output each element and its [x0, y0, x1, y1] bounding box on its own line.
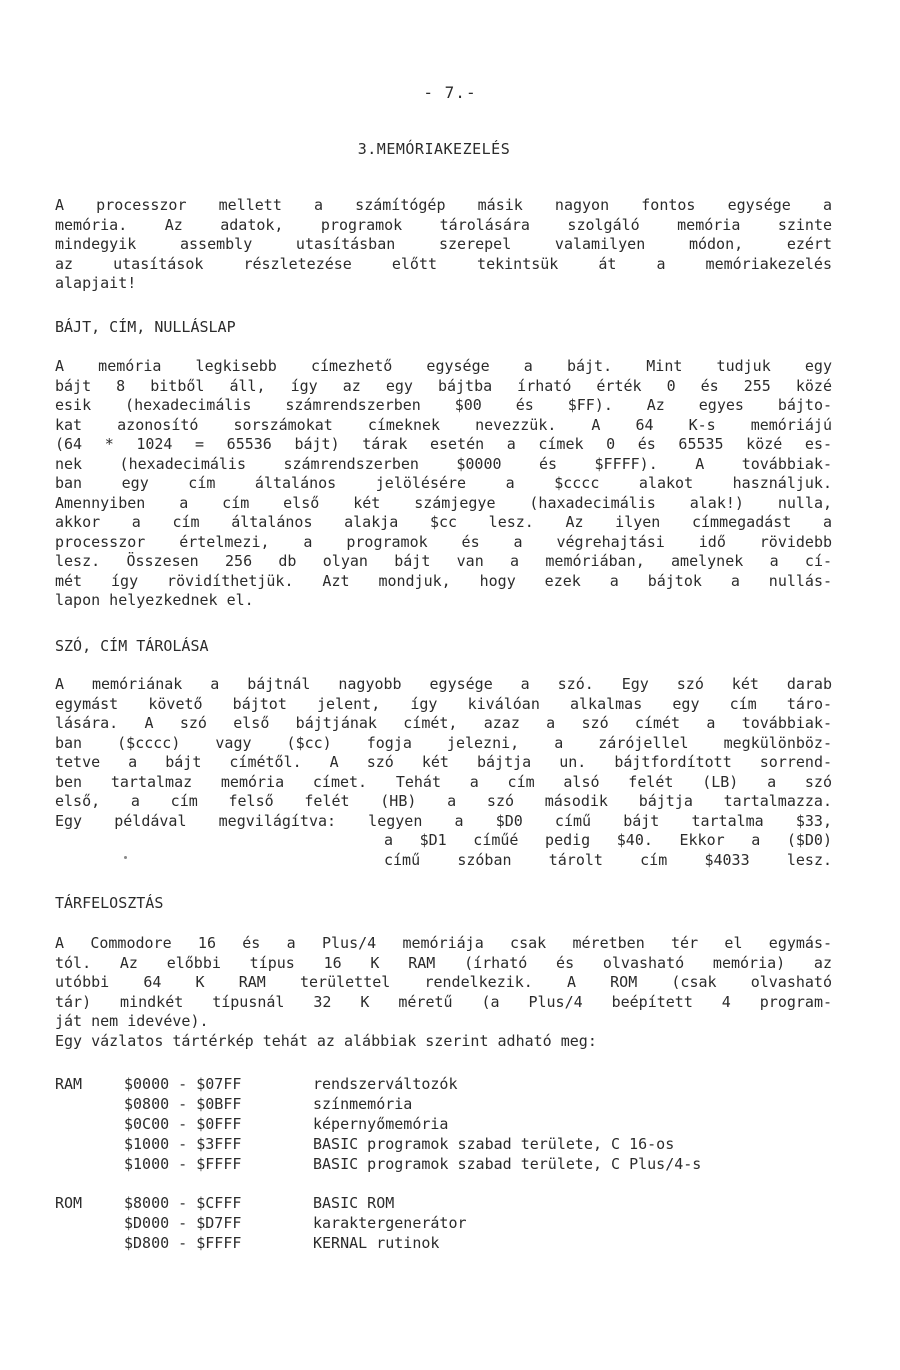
paragraph-line: tól. Az előbbi típus 16 K RAM (írható és olvasható memória) az — [55, 953, 832, 972]
address-range: $D800 - $FFFF — [124, 1234, 242, 1252]
region-description: képernyőmemória — [313, 1115, 449, 1133]
paragraph-line: ban ($cccc) vagy ($cc) fogja jelezni, a zárójellel megkülönböz- — [55, 733, 832, 752]
paragraph-line: ban egy cím általános jelölésére a $cccc alakot használjuk. — [55, 474, 832, 492]
region-description: KERNAL rutinok — [313, 1234, 440, 1252]
paragraph-line: bájt 8 bitből áll, így az egy bájtba írható érték 0 és 255 közé — [55, 376, 832, 395]
paragraph-line: Egy vázlatos tártérkép tehát az alábbiak szerint adható meg: — [55, 1031, 597, 1050]
paragraph-line: esik (hexadecimális számrendszerben $00 és $FF). Az egyes bájto- — [55, 396, 832, 414]
section-byte-address — [55, 317, 832, 337]
address-range: $1000 - $3FFF — [124, 1135, 242, 1153]
section-heading: BÁJT, CÍM, NULLÁSLAP — [55, 318, 236, 336]
paragraph-line: tár) mindkét típusnál 32 K méretű (a Plus/4 beépített 4 program- — [55, 992, 832, 1011]
page-number: - 7.- — [423, 83, 477, 102]
address-range: $0C00 - $0FFF — [124, 1115, 242, 1133]
paragraph-line: A Commodore 16 és a Plus/4 memóriája csak méretben tér el egymás- — [55, 934, 832, 952]
paragraph-line: lesz. Összesen 256 db olyan bájt van a memóriában, amelynek a cí- — [55, 552, 832, 570]
intro-paragraph — [55, 196, 832, 294]
chapter-title: 3.MEMÓRIAKEZELÉS — [357, 140, 511, 158]
paragraph-line: kat azonosító sorszámokat címeknek nevezzük. A 64 K-s memóriájú — [55, 415, 832, 434]
memory-map-row — [55, 1233, 855, 1253]
address-range: $0800 - $0BFF — [124, 1095, 242, 1113]
paragraph-line: lapon helyezkednek el. — [55, 591, 254, 609]
paragraph-line-indented: a $D1 címűé pedig $40. Ekkor a ($D0) — [384, 831, 832, 849]
paragraph-line-indented: című szóban tárolt cím $4033 lesz. — [384, 850, 832, 869]
paragraph-line: lására. A szó első bájtjának címét, azaz a szó címét a továbbiak- — [55, 714, 832, 732]
memory-map-row — [55, 1193, 855, 1213]
region-label: ROM — [55, 1194, 83, 1212]
section-heading: TÁRFELOSZTÁS — [55, 894, 164, 912]
paragraph-line: egymást követő bájtot jelent, így kiválóan alkalmas egy cím táro- — [55, 694, 832, 713]
paragraph-line: Egy példával megvilágítva: legyen a $D0 című bájt tartalma $33, — [55, 811, 832, 830]
section-byte-address-body — [55, 357, 832, 611]
paragraph-line: ben tartalmaz memória címet. Tehát a cím alsó felét (LB) a szó — [55, 772, 832, 791]
paragraph-line: processzor értelmezi, a programok és a végrehajtási idő rövidebb — [55, 532, 832, 551]
paragraph-line: Amennyiben a cím első két számjegye (haxadecimális alak!) nulla, — [55, 493, 832, 512]
region-description: BASIC programok szabad területe, C Plus/4-s — [313, 1155, 702, 1173]
intro-line: alapjait! — [55, 274, 137, 292]
address-range: $1000 - $FFFF — [124, 1155, 242, 1173]
address-range: $8000 - $CFFF — [124, 1194, 242, 1212]
memory-map-row — [55, 1094, 855, 1114]
memory-map-row — [55, 1154, 855, 1174]
memory-map-row — [55, 1134, 855, 1154]
speck-mark — [124, 856, 127, 859]
section-memory-layout — [55, 893, 832, 913]
section-word-address — [55, 636, 832, 656]
section-memory-layout-body — [55, 934, 832, 1051]
paragraph-line: A memória legkisebb címezhető egysége a bájt. Mint tudjuk egy — [55, 357, 832, 375]
paragraph-line: (64 * 1024 = 65536 bájt) tárak esetén a címek 0 és 65535 közé es- — [55, 435, 832, 453]
region-description: rendszerváltozók — [313, 1075, 458, 1093]
memory-map-ram — [55, 1074, 855, 1174]
intro-line: az utasítások részletezése előtt tekintsük át a memóriakezelés — [55, 254, 832, 273]
memory-map-row — [55, 1074, 855, 1094]
paragraph-line: ját nem idevéve). — [55, 1012, 209, 1030]
paragraph-line: A memóriának a bájtnál nagyobb egysége a szó. Egy szó két darab — [55, 675, 832, 693]
memory-map-row — [55, 1213, 855, 1233]
memory-map-row — [55, 1114, 855, 1134]
intro-line: mindegyik assembly utasításban szerepel valamilyen módon, ezért — [55, 235, 832, 253]
address-range: $D000 - $D7FF — [124, 1214, 242, 1232]
paragraph-line: mét így rövidíthetjük. Azt mondjuk, hogy ezek a bájtok a nullás- — [55, 571, 832, 590]
region-description: BASIC programok szabad területe, C 16-os — [313, 1135, 675, 1153]
paragraph-line: első, a cím felső felét (HB) a szó második bájtja tartalmazza. — [55, 792, 832, 810]
paragraph-line: nek (hexadecimális számrendszerben $0000 és $FFFF). A továbbiak- — [55, 454, 832, 473]
section-heading: SZÓ, CÍM TÁROLÁSA — [55, 637, 209, 655]
intro-line: memória. Az adatok, programok tárolására szolgáló memória szinte — [55, 215, 832, 234]
region-description: BASIC ROM — [313, 1194, 395, 1212]
paragraph-line: akkor a cím általános alakja $cc lesz. Az ilyen címmegadást a — [55, 513, 832, 531]
section-word-address-body — [55, 675, 832, 870]
paragraph-line: tetve a bájt címétől. A szó két bájtja un. bájtfordított sorrend- — [55, 753, 832, 771]
region-description: karaktergenerátor — [313, 1214, 467, 1232]
paragraph-line: utóbbi 64 K RAM területtel rendelkezik. A ROM (csak olvasható — [55, 973, 832, 991]
region-label: RAM — [55, 1075, 83, 1093]
address-range: $0000 - $07FF — [124, 1075, 242, 1093]
region-description: színmemória — [313, 1095, 413, 1113]
memory-map-rom — [55, 1193, 855, 1253]
intro-line: A processzor mellett a számítógép másik nagyon fontos egysége a — [55, 196, 832, 214]
